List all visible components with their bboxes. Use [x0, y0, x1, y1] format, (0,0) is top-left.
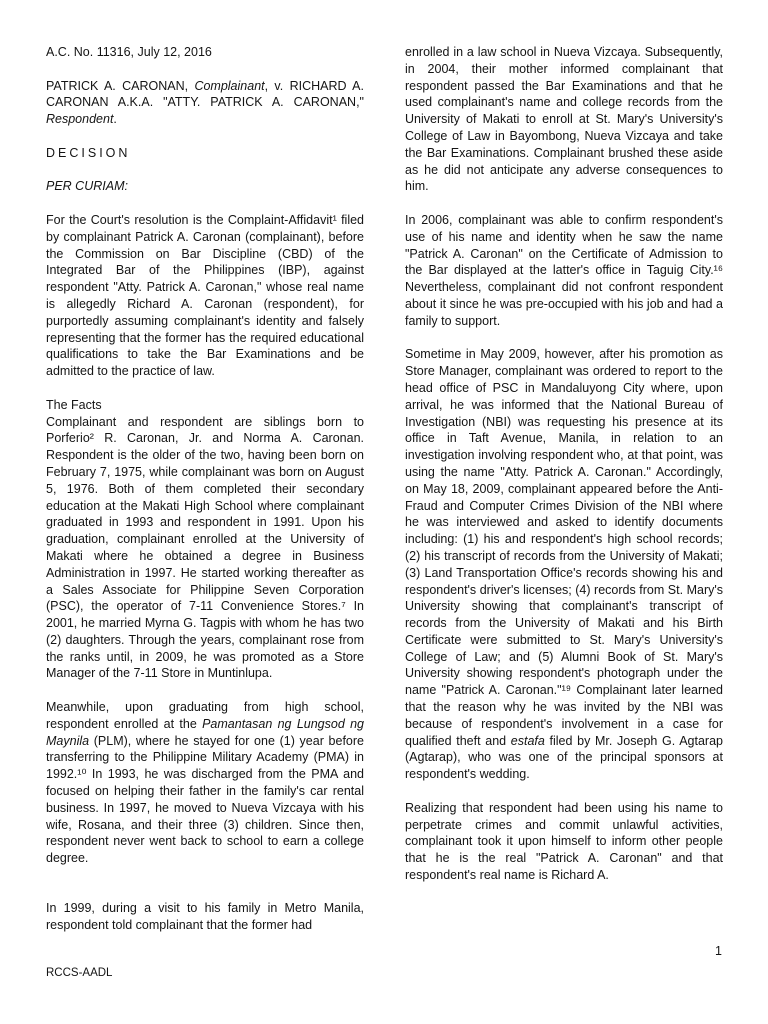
- realizing-paragraph: Realizing that respondent had been using his name to perpetrate crimes and commit unlawful activities, complainant took it upon himself to inform other people that he is the real "Patrick A. Caronan" and that respondent's real name is Richard A.: [405, 800, 723, 883]
- versus: , v.: [264, 78, 284, 93]
- case-title: PATRICK A. CARONAN, Complainant, v. RICHARD A. CARONAN A.K.A. "ATTY. PATRICK A. CARONAN," Respondent.: [46, 78, 364, 127]
- decision-label: DECISION: [46, 145, 131, 160]
- case-number: A.C. No. 11316, July 12, 2016: [46, 45, 212, 59]
- facts-paragraph: Complainant and respondent are siblings born to Porferio² R. Caronan, Jr. and Norma A. Caronan. Respondent is the older of the two, having been born on February 7, 1975, while complainant was born on August 5, 1976. Both of them completed their secondary education at the Makati High School where complainant graduated in 1993 and respondent in 1991. Upon his graduation, complainant enrolled at the University of Makati where he obtained a degree in Business Administration in 1997. He started working thereafter as a Sales Associate for Philippine Seven Corporation (PSC), the operator of 7-11 Convenience Stores.⁷ In 2001, he married Myrna G. Tagpis with whom he has two (2) daughters. Through the years, complainant rose from the ranks until, in 2009, he was promoted as a Store Manager of the 7-11 Store in Muntinlupa.: [46, 414, 364, 681]
- complainant-role: Complainant: [194, 78, 265, 93]
- in-2006-paragraph: In 2006, complainant was able to confirm respondent's use of his name and identity when he saw the name "Patrick A. Caronan" on the Certificate of Admission to the Bar displayed at the latter's office in Taguig City.¹⁶ Nevertheless, complainant did not confront respondent about it since he was pre-occupied with his job and had a family to support.: [405, 212, 723, 328]
- in-1999-paragraph: In 1999, during a visit to his family in Metro Manila, respondent told complainant that the former had: [46, 901, 364, 932]
- respondent-role: Respondent: [46, 112, 114, 127]
- continued-paragraph: enrolled in a law school in Nueva Vizcaya. Subsequently, in 2004, their mother informed complainant that respondent passed the Bar Examinations and that he used complainant's name and college records from the University of Makati to enroll at St. Mary's University's College of Law in Bayombong, Nueva Vizcaya and take the Bar Examinations. Complainant brushed these aside as he did not anticipate any adverse consequences to him.: [405, 45, 723, 194]
- meanwhile-paragraph: Meanwhile, upon graduating from high school, respondent enrolled at the Pamantasan ng Lungsod ng Maynila (PLM), where he stayed for one (1) year before transferring to the Philippine Military Academy (PMA) in 1992.¹⁰ In 1993, he was discharged from the PMA and focused on helping their father in the family's car rental business. In 1997, he moved to Nueva Vizcaya with his wife, Rosana, and their three (3) children. Since then, respondent never went back to school to earn a college degree.: [46, 700, 364, 866]
- may-2009-paragraph: Sometime in May 2009, however, after his promotion as Store Manager, complainant was ordered to report to the head office of PSC in Mandaluyong City where, upon arrival, he was informed that the National Bureau of Investigation (NBI) was requesting his presence at its office in Taft Avenue, Manila, in relation to an investigation involving respondent who, at that point, was using the name "Atty. Patrick A. Caronan." Accordingly, on May 18, 2009, complainant appeared before the Anti-Fraud and Computer Crimes Division of the NBI where he was interviewed and asked to identify documents including: (1) his and respondent's high school records; (2) his transcript of records from the University of Makati; (3) Land Transportation Office's records showing his and respondent's driver's licenses; (4) records from St. Mary's University showing that complainant's transcript of records from the University of Makati and his Birth Certificate were submitted to St. Mary's University's College of Law; and (5) Alumni Book of St. Mary's University showing respondent's photograph under the name "Patrick A. Caronan."¹⁹ Complainant later learned that the reason why he was invited by the NBI was because of respondent's involvement in a case for qualified theft and estafa filed by Mr. Joseph G. Agtarap (Agtarap), who was one of the principal sponsors at respondent's wedding.: [405, 347, 723, 782]
- page-number: 1: [715, 944, 722, 958]
- footer-source: RCCS-AADL: [46, 967, 113, 979]
- right-column: [405, 44, 723, 901]
- intro-paragraph: For the Court's resolution is the Complaint-Affidavit¹ filed by complainant Patrick A. Caronan (complainant), before the Commission on Bar Discipline (CBD) of the Integrated Bar of the Philippines (IBP), against respondent "Atty. Patrick A. Caronan," whose real name is allegedly Richard A. Caronan (respondent), for purportedly assuming complainant's identity and falsely representing that the former has the required educational qualifications to take the Bar Examinations and be admitted to the practice of law.: [46, 212, 364, 379]
- respondent-names: RICHARD A. CARONAN A.K.A. "ATTY. PATRICK A. CARONAN,": [46, 78, 364, 110]
- facts-heading: The Facts: [46, 397, 102, 412]
- per-curiam: PER CURIAM:: [46, 179, 128, 194]
- left-column: [46, 44, 364, 950]
- complainant-name: PATRICK A. CARONAN,: [46, 78, 189, 93]
